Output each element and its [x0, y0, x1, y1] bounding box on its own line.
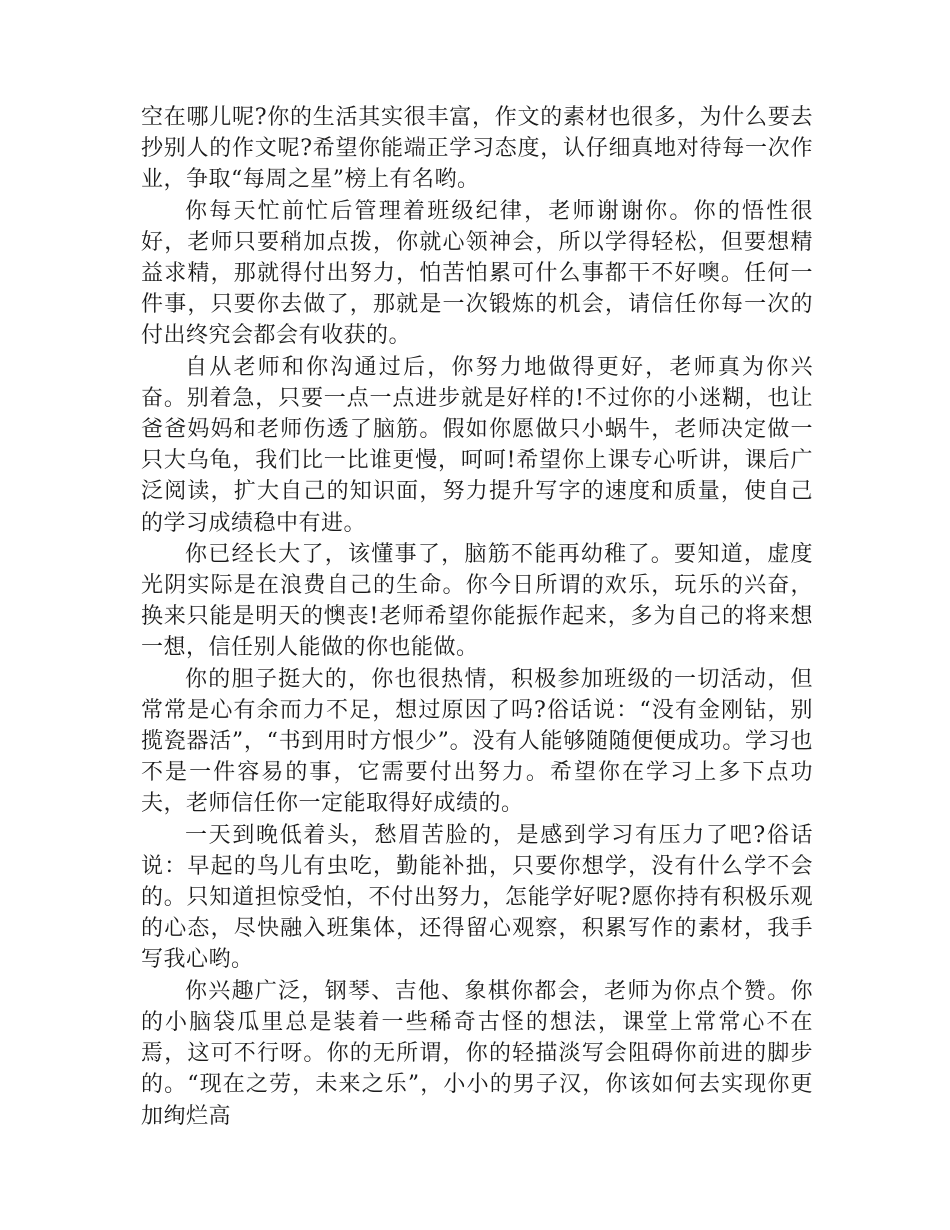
paragraph-4: 你已经长大了，该懂事了，脑筋不能再幼稚了。要知道，虚度光阴实际是在浪费自己的生命。你今日所谓的欢乐，玩乐的兴奋，换来只能是明天的懊丧!老师希望你能振作起来，多为自己的将来想一想，信任别人能做的你也能做。	[141, 541, 813, 661]
paragraph-5: 你的胆子挺大的，你也很热情，积极参加班级的一切活动，但常常是心有余而力不足，想过原因了吗?俗话说：“没有金刚钻，别揽瓷器活”，“书到用时方恨少”。没有人能够随随便便成功。学习也不是一件容易的事，它需要付出努力。希望你在学习上多下点功夫，老师信任你一定能取得好成绩的。	[141, 666, 813, 817]
paragraph-1: 空在哪儿呢?你的生活其实很丰富，作文的素材也很多，为什么要去抄别人的作文呢?希望你能端正学习态度，认仔细真地对待每一次作业，争取“每周之星”榜上有名哟。	[141, 105, 813, 193]
paragraph-2: 你每天忙前忙后管理着班级纪律，老师谢谢你。你的悟性很好，老师只要稍加点拨，你就心领神会，所以学得轻松，但要想精益求精，那就得付出努力，怕苦怕累可什么事都干不好噢。任何一件事，只要你去做了，那就是一次锻炼的机会，请信任你每一次的付出终究会都会有收获的。	[141, 198, 813, 349]
document-body	[141, 102, 813, 1132]
paragraph-7: 你兴趣广泛，钢琴、吉他、象棋你都会，老师为你点个赞。你的小脑袋瓜里总是装着一些稀奇古怪的想法，课堂上常常心不在焉，这可不行呀。你的无所谓，你的轻描淡写会阻碍你前进的脚步的。“现在之劳，未来之乐”，小小的男子汉，你该如何去实现你更加绚烂高	[141, 978, 813, 1129]
paragraph-6: 一天到晚低着头，愁眉苦脸的，是感到学习有压力了吧?俗话说：早起的鸟儿有虫吃，勤能补拙，只要你想学，没有什么学不会的。只知道担惊受怕，不付出努力，怎能学好呢?愿你持有积极乐观的心态，尽快融入班集体，还得留心观察，积累写作的素材，我手写我心哟。	[141, 822, 813, 973]
paragraph-3: 自从老师和你沟通过后，你努力地做得更好，老师真为你兴奋。别着急，只要一点一点进步就是好样的!不过你的小迷糊，也让爸爸妈妈和老师伤透了脑筋。假如你愿做只小蜗牛，老师决定做一只大乌龟，我们比一比谁更慢，呵呵!希望你上课专心听讲，课后广泛阅读，扩大自己的知识面，努力提升写字的速度和质量，使自己的学习成绩稳中有进。	[141, 354, 813, 536]
